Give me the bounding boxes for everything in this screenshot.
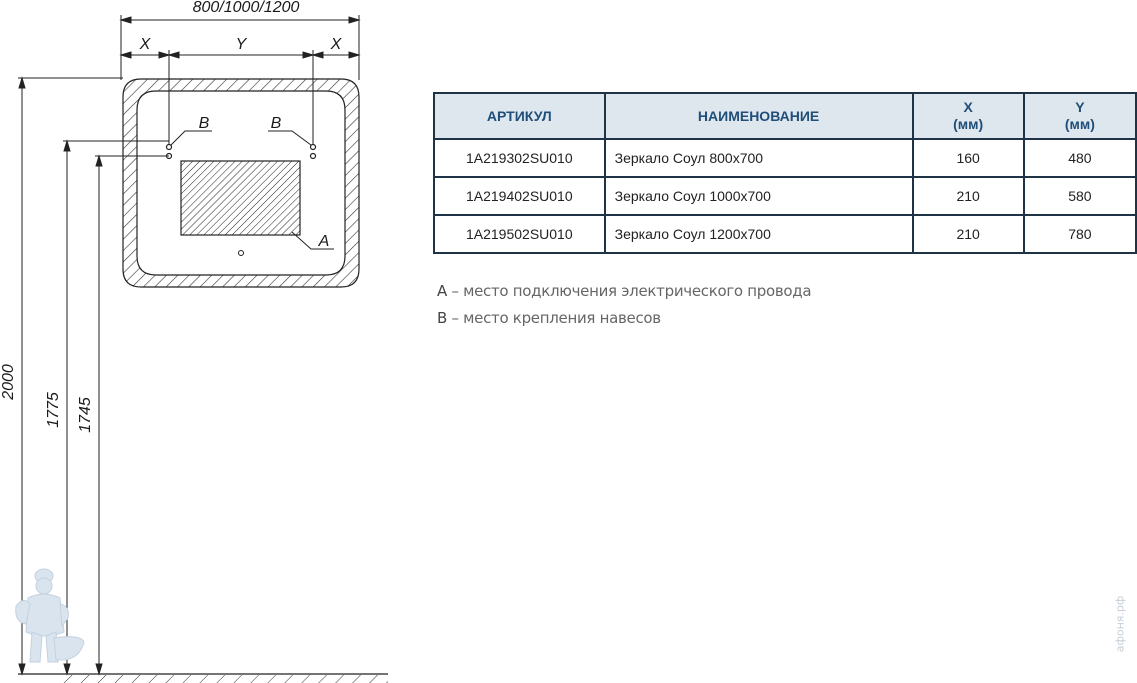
header-name: НАИМЕНОВАНИЕ: [605, 93, 913, 139]
table-row: [434, 215, 1136, 253]
header-x-title: X: [963, 99, 973, 115]
cell-x: 210: [913, 177, 1024, 215]
table-row: [434, 177, 1136, 215]
header-x: [913, 93, 1024, 139]
height-2000-label: 2000: [0, 364, 17, 400]
marker-b-left: B: [198, 115, 210, 132]
marker-a: A: [318, 233, 330, 250]
cell-y: 480: [1024, 139, 1136, 177]
legend-text-b: – место крепления навесов: [451, 309, 661, 327]
cell-article: 1A219402SU010: [434, 177, 605, 215]
header-y-unit: (мм): [1064, 116, 1095, 132]
legend-item-a: [437, 282, 811, 300]
x-label-right: X: [330, 36, 342, 53]
legend-text-a: – место подключения электрического провода: [451, 282, 812, 300]
y-label: Y: [235, 36, 247, 53]
height-1745-label: 1745: [77, 397, 94, 433]
cell-y: 780: [1024, 215, 1136, 253]
watermark-text: афоня.рф: [1113, 595, 1127, 653]
legend-key-a: A: [437, 282, 447, 300]
header-article: АРТИКУЛ: [434, 93, 605, 139]
cell-x: 160: [913, 139, 1024, 177]
xyx-dimension: [121, 50, 359, 145]
site-watermark: [1105, 574, 1135, 674]
floor-line: [18, 674, 388, 683]
cell-name: Зеркало Соул 1200х700: [605, 215, 913, 253]
mount-points-b: [167, 145, 316, 159]
marker-b-right: B: [270, 115, 282, 132]
table-row: [434, 139, 1136, 177]
cell-article: 1A219302SU010: [434, 139, 605, 177]
specification-table: [433, 92, 1137, 254]
overall-width-label: 800/1000/1200: [192, 0, 300, 16]
cell-article: 1A219502SU010: [434, 215, 605, 253]
cell-name: Зеркало Соул 1000х700: [605, 177, 913, 215]
header-y: [1024, 93, 1136, 139]
header-y-title: Y: [1075, 99, 1085, 115]
header-x-unit: (мм): [953, 116, 984, 132]
cell-y: 580: [1024, 177, 1136, 215]
table-header-row: [434, 93, 1136, 139]
x-label-left: X: [139, 36, 151, 53]
legend-item-b: [437, 309, 661, 327]
cell-x: 210: [913, 215, 1024, 253]
legend-key-b: B: [437, 309, 447, 327]
plumber-mascot-logo: [8, 566, 86, 670]
cell-name: Зеркало Соул 800х700: [605, 139, 913, 177]
electrical-zone-a: [181, 161, 300, 235]
center-point: [239, 251, 244, 256]
height-1775-label: 1775: [45, 392, 62, 428]
